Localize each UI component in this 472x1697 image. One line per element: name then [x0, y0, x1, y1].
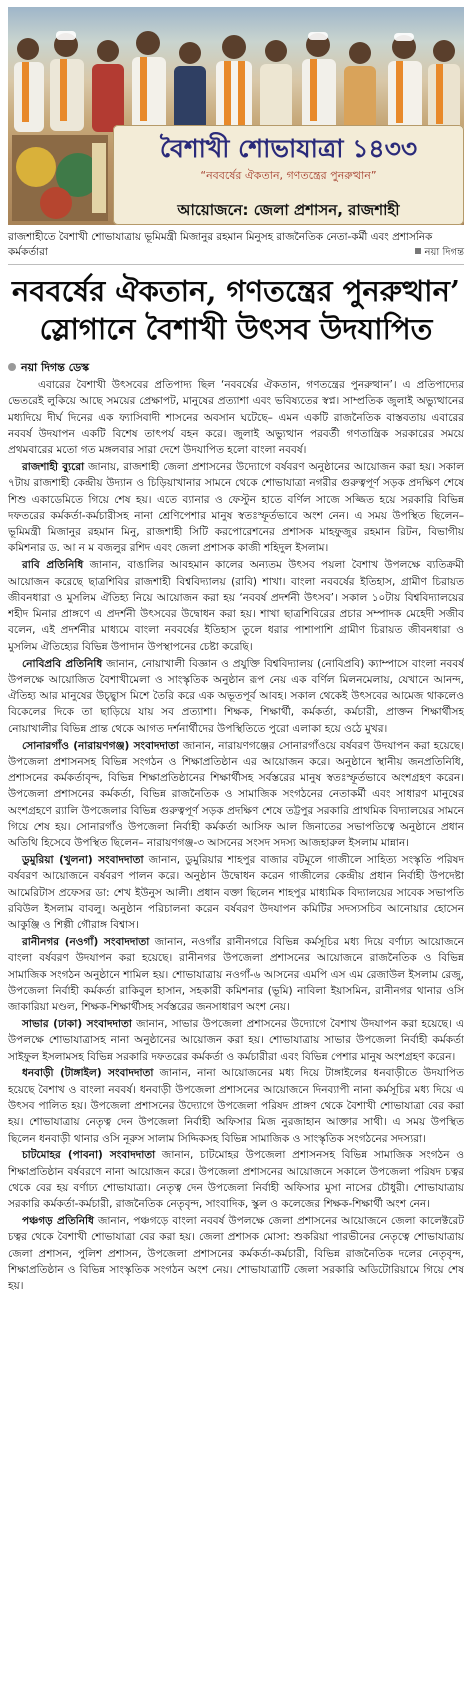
paragraph-text: জানান, নারায়ণগঞ্জের সোনারগাঁওয়ে বর্ষবরণ উদযাপন করা হয়েছে। উপজেলা প্রশাসনসহ বিভিন্ন সংগঠন ও শিক্ষাপ্রতিষ্ঠান এর আয়োজন করে। অনুষ্ঠানে স্থানীয় জনপ্রতিনিধি, প্রশাসনের কর্মকর্তাবৃন্দ, বিভিন্ন শিক্ষাপ্রতিষ্ঠানের শিক্ষার্থীসহ সর্বস্তরের মানুষ স্বতঃস্ফূর্তভাবে অংশগ্রহণ করেন। উপজেলা প্রশাসনের কর্মকর্তা, বিভিন্ন রাজনৈতিক ও সামাজিক সংগঠনের নেতাকর্মী এবং সাধারণ মানুষের অংশগ্রহণে র‌্যালি উপজেলার বিভিন্ন গুরুত্বপূর্ণ সড়ক প্রদক্ষিণ শেষে তট্টপুর সরকারি প্রাথমিক বিদ্যালয়ের সামনে গিয়ে শেষ হয়। সোনারগাঁও উপজেলা নির্বাহী কর্মকর্তা আসিফ আল জিনাতের সভাপতিত্বে অনুষ্ঠানে প্রধান অতিথি হিসেবে উপস্থিত ছিলেন– নারায়ণগঞ্জ-৩ আসনের সংসদ সদস্য আজহারুল ইসলাম মান্নান। — [8, 739, 464, 850]
article-paragraph — [8, 738, 464, 852]
procession-banner — [113, 125, 464, 225]
paragraph-text: জানায়, রাজশাহী জেলা প্রশাসনের উদ্যোগে বর্ষবরণ অনুষ্ঠানের আয়োজন করা হয়। সকাল ৭টায় রাজশাহী কেন্দ্রীয় উদ্যান ও চিড়িয়াখানার সামনে থেকে শোভাযাত্রা নগরীর গুরুত্বপূর্ণ সড়ক প্রদক্ষিণ শেষে শিশু একাডেমিতে গিয়ে শেষ হয়। এতে ব্যানার ও ফেস্টুন হাতে বর্ণিল সাজে সজ্জিত হয়ে সরকারি বিভিন্ন দফতরের কর্মকর্তা-কর্মচারীসহ নানা শ্রেণিপেশার মানুষ স্বতঃস্ফূর্তভাবে অংশ নেন। এ সময় উপস্থিত ছিলেন– ভূমিমন্ত্রী মিজানুর রহমান মিনু, রাজশাহী সিটি করপোরেশনের প্রশাসক মাহফুজুর রহমান রিটন, বিভাগীয় কমিশনার ড. আ ন ম বজলুর রশিদ এবং জেলা প্রশাসক কাজী শহিদুল ইসলাম। — [8, 460, 464, 555]
paragraph-lead: পঞ্চগড় প্রতিনিধি — [22, 1215, 94, 1228]
paragraph-lead: সোনারগাঁও (নারায়ণগঞ্জ) সংবাদদাতা — [22, 739, 179, 752]
paragraph-lead: চাটমোহর (পাবনা) সংবাদদাতা — [22, 1149, 156, 1162]
news-photo — [8, 7, 464, 225]
byline-text: নয়া দিগন্ত ডেস্ক — [21, 361, 90, 374]
paragraph-text: জানান, ডুমুরিয়ার শাহপুর বাজার বটমূলে গাজীলে সাহিত্য সংস্কৃতি পরিষদ বর্ষবরণ আয়োজনে বর্ষবরণ পালন করে। অনুষ্ঠান উদ্বোধন করেন গাজীলের কেন্দ্রীয় প্রধান নির্বাহী উপদেষ্টা আমেরিটাস প্রফেসর ডা: শেখ ইউনুস আলী। প্রধান বক্তা ছিলেন শাহপুর মাধ্যমিক বিদ্যালয়ের সাবেক সভাপতি রবিউল ইসলাম বাবলু। অনুষ্ঠান পরিচালনা করেন বর্ষবরণ উদযাপন কমিটির সদস্যসচিব আনোয়ার হোসেন আকুঞ্জি ও শিল্পী গৌরাঙ্গ বিশ্বাস। — [8, 854, 464, 932]
paragraph-lead: নোবিপ্রবি প্রতিনিধি — [22, 657, 103, 670]
paragraph-text: জানান, বাঙালির আবহমান কালের অন্যতম উৎসব পয়লা বৈশাখ উপলক্ষে ব্যতিক্রমী আয়োজন করেছে ছাত্রশিবির রাজশাহী বিশ্ববিদ্যালয় (রাবি) শাখা। বাংলা নববর্ষের ইতিহাস, গ্রামীণ চিরায়ত জীবনধারা ও মুসলিম ঐতিহ্য নিয়ে আয়োজন করা হয় ‘নববর্ষ প্রদর্শনী উৎসব’। সকাল ১০টায় বিশ্ববিদ্যালয়ের শহীদ মিনার প্রাঙ্গণে এ প্রদর্শনী উৎসবের উদ্বোধন করা হয়। শাখা ছাত্রশিবিরের প্রচার সম্পাদক মেহেদী সজীব বলেন, এই প্রদর্শনীর মাধ্যমে বাংলা নববর্ষের ইতিহাস তুলে ধরার পাশাপাশি গ্রামীণ চিরায়ত জীবনধারা ও মুসলিম ঐতিহ্যের বিভিন্ন উপাদান উপস্থাপনের চেষ্টা করেছি। — [8, 559, 464, 653]
article-paragraph — [8, 934, 464, 1015]
banner-organizer: আয়োজনে: জেলা প্রশাসন, রাজশাহী — [177, 201, 400, 219]
photo-credit-text: নয়া দিগন্ত — [424, 247, 464, 258]
paragraph-text: জানান, পঞ্চগড়ে বাংলা নববর্ষ উপলক্ষে জেলা প্রশাসনের আয়োজনে জেলা কালেক্টরেট চত্বর থেকে বৈশাখী শোভাযাত্রা বের করা হয়। জেলা প্রশাসক মোসা: শুকরিয়া পারভীনের নেতৃত্বে শোভাযাত্রায় জেলা প্রশাসন, পুলিশ প্রশাসন, উপজেলা প্রশাসনের কর্মকর্তা-কর্মচারী, বিভিন্ন রাজনৈতিক দলের নেতৃবৃন্দ, শিক্ষাপ্রতিষ্ঠান ও বিভিন্ন সাংস্কৃতিক সংগঠন অংশ নেয়। শোভাযাত্রাটি জেলা সরকারি অডিটোরিয়ামে গিয়ে শেষ হয়। — [8, 1215, 464, 1293]
article-paragraph — [8, 1213, 464, 1294]
article-paragraph — [8, 1065, 464, 1146]
article-paragraph — [8, 1147, 464, 1212]
bullet-dot-icon — [8, 363, 16, 371]
article-paragraph — [8, 1016, 464, 1065]
paragraph-text: জানান, নোয়াখালী বিজ্ঞান ও প্রযুক্তি বিশ্ববিদ্যালয় (নোবিপ্রবি) ক্যাম্পাসে বাংলা নববর্ষ উপলক্ষে আয়োজিত বৈশাখীমেলা ও সাংস্কৃতিক অনুষ্ঠান রূপ নেয় এক বর্ণিল মিলনমেলায়, যেখানে আনন্দ, ঐতিহ্য আর মানুষের উচ্ছ্বাস মিশে তৈরি করে এক অভূতপূর্ব আবহ। সকাল থেকেই উৎসবের আমেজ থাকলেও বিকেলের দিকে তা ছাড়িয়ে যায় সব প্রত্যাশা। শিক্ষক, শিক্ষার্থী, কর্মকর্তা, কর্মচারী, প্রাক্তন শিক্ষার্থীসহ নোয়াখালীর বিভিন্ন প্রান্ত থেকে আগত দর্শনার্থীদের উপস্থিতিতে পুরো এলাকা হয়ে ওঠে মুখর। — [8, 657, 464, 735]
photo-credit — [415, 245, 465, 260]
article-headline: নববর্ষের ঐকতান, গণতন্ত্রের পুনরুত্থান’ স্লোগানে বৈশাখী উৎসব উদযাপিত — [12, 274, 460, 346]
banner-slogan: “নববর্ষের ঐকতান, গণতন্ত্রের পুনরুত্থান” — [200, 169, 377, 182]
paragraph-lead: সাভার (ঢাকা) সংবাদদাতা — [22, 1018, 132, 1031]
paragraph-lead: রানীনগর (নওগাঁ) সংবাদদাতা — [22, 936, 150, 949]
byline — [8, 360, 464, 375]
paragraph-lead: রাজশাহী ব্যুরো — [22, 460, 85, 473]
paragraph-text: এবারের বৈশাখী উৎসবের প্রতিপাদ্য ছিল ‘নববর্ষের ঐকতান, গণতন্ত্রের পুনরুত্থান’। এ প্রতিপাদ্যের ভেতরেই লুকিয়ে আছে সময়ের প্রেক্ষাপট, মানুষের প্রত্যাশা এবং ভবিষ্যতের স্বপ্ন। সাম্প্রতিক জুলাই অভ্যুত্থানের মধ্যদিয়ে দীর্ঘ দিনের এক ফ্যাসিবাদী শাসনের অবসান ঘটেছে– এমন একটি রাজনৈতিক বাস্তবতায় এবারের নববর্ষ উদযাপন একটি বিশেষ তাৎপর্য বহন করে। জুলাই অভ্যুত্থান পরবর্তী গণতান্ত্রিক সরকারের সময়ে প্রথমবারের মতো গত মঙ্গলবার সারা দেশে উদযাপিত হলো বাংলা নববর্ষ। — [8, 379, 464, 457]
photo-caption: রাজশাহীতে বৈশাখী শোভাযাত্রায় ভূমিমন্ত্রী মিজানুর রহমান মিনুসহ রাজনৈতিক নেতা-কর্মী এবং প্রশাসনিক কর্মকর্তারা — [8, 231, 433, 258]
paragraph-text: জানান, নওগাঁর রানীনগরে বিভিন্ন কর্মসূচির মধ্য দিয়ে বর্ণাঢ্য আয়োজনে বাংলা বর্ষবরণ উদযাপন করা হয়েছে। রানীনগর উপজেলা প্রশাসনের আয়োজনে রাজনৈতিক ও বিভিন্ন সামাজিক সংগঠন অনুষ্ঠানে শামিল হয়। শোভাযাত্রায় নওগাঁ-৬ আসনের এমপি এস এম রেজাউল ইসলাম রেজু, উপজেলা নির্বাহী কর্মকর্তা রাকিবুল হাসান, সহকারী কমিশনার (ভূমি) নাবিলা ইয়াসমিন, রানীনগর থানার ওসি জাকারিয়া মণ্ডল, শিক্ষক-শিক্ষার্থীসহ সর্বস্তরের জনসাধারণ অংশ নেয়। — [8, 936, 464, 1014]
paragraph-lead: ডুমুরিয়া (খুলনা) সংবাদদাতা — [22, 854, 144, 867]
article-paragraph — [8, 852, 464, 933]
paragraph-lead: ধনবাড়ী (টাঙ্গাইল) সংবাদদাতা — [22, 1067, 154, 1080]
article-paragraph — [8, 377, 464, 458]
article-body — [8, 377, 464, 1693]
divider — [8, 264, 464, 265]
article-paragraph — [8, 459, 464, 557]
paragraph-text: জানান, চাটমোহর উপজেলা প্রশাসনসহ বিভিন্ন সামাজিক সংগঠন ও শিক্ষাপ্রতিষ্ঠান বর্ষবরণে নানা আয়োজন করে। উপজেলা প্রশাসনের আয়োজনে সকালে উপজেলা পরিষদ চত্বর থেকে বের হয় বর্ণাঢ্য শোভাযাত্রা। নেতৃত্ব দেন উপজেলা নির্বাহী অফিসার মুসা নাসের চৌধুরী। শোভাযাত্রায় সরকারি কর্মকর্তা-কর্মচারী, রাজনৈতিক নেতৃবৃন্দ, সাংবাদিক, স্কুল ও কলেজের শিক্ষক-শিক্ষার্থী অংশ নেন। — [8, 1149, 464, 1211]
banner-title: বৈশাখী শোভাযাত্রা ১৪৩৩ — [159, 134, 418, 163]
paragraph-text: জানান, সাভার উপজেলা প্রশাসনের উদ্যোগে বৈশাখ উদযাপন করা হয়েছে। এ উপলক্ষে শোভাযাত্রাসহ নানা অনুষ্ঠানের আয়োজন করা হয়। শোভাযাত্রায় সাভার উপজেলা নির্বাহী কর্মকর্তা সাইফুল ইসলামসহ বিভিন্ন সরকারি দফতরের কর্মকর্তা ও কর্মচারীরা এবং বিভিন্ন পেশার মানুষ অংশগ্রহণ করেন। — [8, 1018, 464, 1063]
article-paragraph — [8, 557, 464, 655]
square-bullet-icon — [415, 248, 421, 254]
paragraph-lead: রাবি প্রতিনিধি — [22, 559, 84, 572]
article-paragraph — [8, 656, 464, 737]
paragraph-text: জানান, নানা আয়োজনের মধ্য দিয়ে টাঙ্গাইলের ধনবাড়ীতে উদযাপিত হয়েছে বৈশাখ ও বাংলা নববর্ষ। ধনবাড়ী উপজেলা প্রশাসনের আয়োজনে দিনব্যাপী নানা কর্মসূচির মধ্য দিয়ে এ উৎসব পালিত হয়। উপজেলা প্রশাসনের উদ্যোগে উপজেলা পরিষদ প্রাঙ্গণ থেকে বৈশাখী শোভাযাত্রা বের করা হয়। শোভাযাত্রায় নেতৃত্ব দেন উপজেলা নির্বাহী অফিসার মিজ নুরজাহান আক্তার সাথী। এ সময় উপস্থিত ছিলেন ধনবাড়ী থানার ওসি নূরুস সালাম সিদ্দিকসহ বিভিন্ন সামাজিক ও সাংস্কৃতিক সংগঠনের সদস্যরা। — [8, 1067, 464, 1145]
